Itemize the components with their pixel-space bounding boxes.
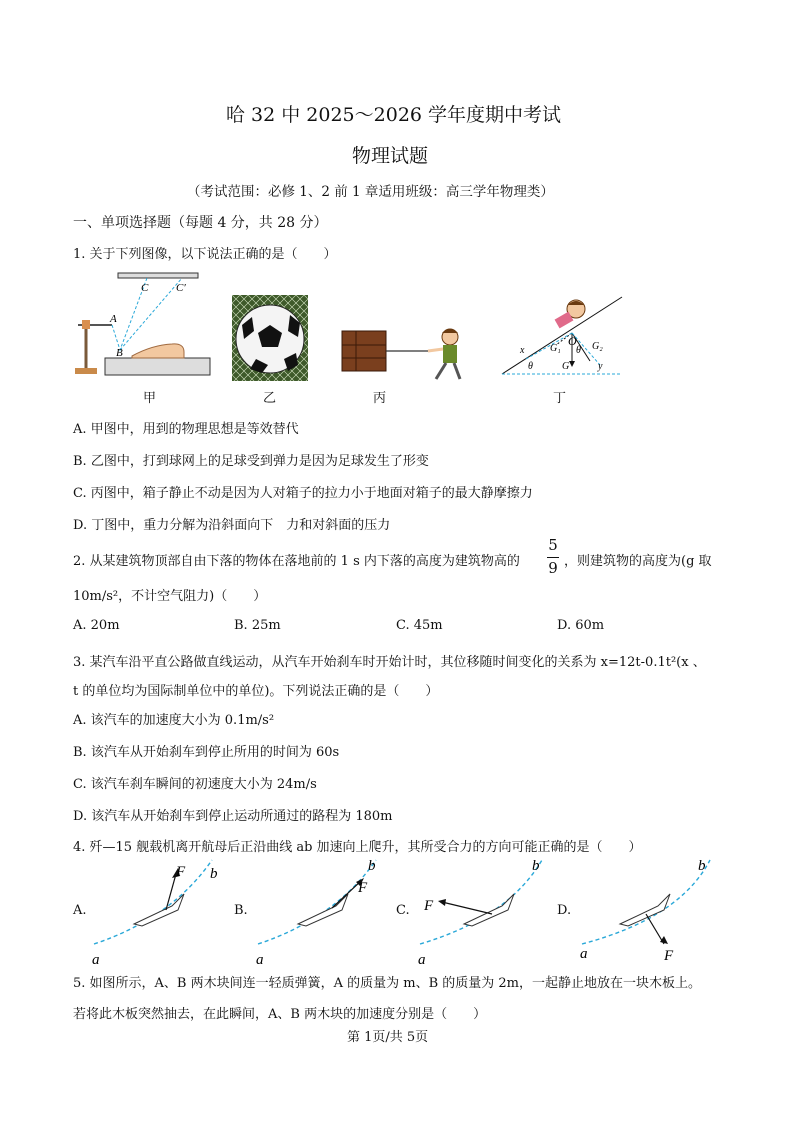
q4-figure-c xyxy=(418,858,558,968)
q3-option-a: A. 该汽车的加速度大小为 0.1m/s² xyxy=(73,713,275,728)
caption-jia: 甲 xyxy=(143,391,157,406)
q1-option-d: D. 丁图中，重力分解为沿斜面向下 力和对斜面的压力 xyxy=(73,518,391,533)
ding-label-y: y xyxy=(598,361,603,372)
figure-ding xyxy=(500,295,630,375)
q2-stem-part2: ，则建筑物的高度为(g 取 xyxy=(564,554,712,569)
q4b-label-b: b xyxy=(368,858,376,874)
q1-option-b: B. 乙图中，打到球网上的足球受到弹力是因为足球发生了形变 xyxy=(73,454,429,469)
q4a-label-f: F xyxy=(176,864,186,880)
q4-option-b-label: B. xyxy=(234,903,248,918)
exam-scope: （考试范围：必修 1、2 前 1 章适用班级：高三学年物理类） xyxy=(187,184,554,200)
q3-option-d: D. 该汽车从开始刹车到停止运动所通过的路程为 180m xyxy=(73,809,393,824)
q4d-label-b: b xyxy=(698,858,706,874)
ding-label-o: O xyxy=(568,334,577,348)
q1-option-c: C. 丙图中，箱子静止不动是因为人对箱子的拉力小于地面对箱子的最大静摩擦力 xyxy=(73,486,533,501)
q3-stem-part2: t 的单位均为国际制单位中的单位)。下列说法正确的是（ ） xyxy=(73,684,439,699)
q4b-label-f: F xyxy=(358,880,368,896)
q2-fraction-numerator: 5 xyxy=(548,536,558,554)
q1-stem: 1. 关于下列图像，以下说法正确的是（ ） xyxy=(73,247,337,262)
q2-fraction-line xyxy=(547,557,559,558)
q3-stem-part1: 3. 某汽车沿平直公路做直线运动，从汽车开始刹车时开始计时，其位移随时间变化的关系为 x=12t-0.1t²(x 、 xyxy=(73,655,706,670)
q4-option-a-label: A. xyxy=(73,903,87,918)
jia-label-c-prime: C′ xyxy=(176,282,186,294)
q4b-label-a: a xyxy=(256,952,264,968)
q2-option-a: A. 20m xyxy=(73,618,120,633)
ding-label-x: x xyxy=(520,345,525,356)
jia-label-b: B xyxy=(116,347,123,359)
figure-bing xyxy=(340,325,470,385)
caption-bing: 丙 xyxy=(373,391,387,406)
ding-label-g1: G₁ xyxy=(550,343,561,354)
q3-option-c: C. 该汽车刹车瞬间的初速度大小为 24m/s xyxy=(73,777,317,792)
ding-label-g2: G₂ xyxy=(592,341,603,352)
q2-option-d: D. 60m xyxy=(557,618,605,633)
q4-stem: 4. 歼—15 舰载机离开航母后正沿曲线 ab 加速向上爬升，其所受合力的方向可能正确的是（ ） xyxy=(73,840,642,855)
q4c-label-b: b xyxy=(532,858,540,874)
q2-stem-part3: 10m/s²，不计空气阻力)（ ） xyxy=(73,589,267,604)
q5-stem-part2: 若将此木板突然抽去，在此瞬间，A、B 两木块的加速度分别是（ ） xyxy=(73,1007,487,1022)
q4-figure-a xyxy=(92,858,232,968)
figure-yi xyxy=(232,295,308,381)
q2-fraction-denominator: 9 xyxy=(548,559,558,577)
q1-option-a: A. 甲图中，用到的物理思想是等效替代 xyxy=(73,422,299,437)
exam-title: 哈 32 中 2025～2026 学年度期中考试 xyxy=(226,104,562,126)
q2-option-c: C. 45m xyxy=(396,618,443,633)
exam-subtitle: 物理试题 xyxy=(352,145,429,167)
page-footer: 第 1页/共 5页 xyxy=(347,1030,429,1045)
q4-option-d-label: D. xyxy=(557,903,572,918)
figure-jia xyxy=(72,270,212,380)
ding-label-theta1: θ xyxy=(528,361,533,372)
q4-figure-b xyxy=(256,858,386,968)
q4-option-c-label: C. xyxy=(396,903,410,918)
caption-yi: 乙 xyxy=(263,391,277,406)
ding-label-theta2: θ xyxy=(576,345,581,356)
q4c-label-a: a xyxy=(418,952,426,968)
q4d-label-f: F xyxy=(664,948,674,964)
q4d-label-a: a xyxy=(580,946,588,962)
jia-label-c: C xyxy=(141,282,149,294)
section-heading: 一、单项选择题（每题 4 分，共 28 分） xyxy=(73,215,328,231)
q2-stem-part1: 2. 从某建筑物顶部自由下落的物体在落地前的 1 s 内下落的高度为建筑物高的 xyxy=(73,554,520,569)
q4a-label-a: a xyxy=(92,952,100,968)
q4c-label-f: F xyxy=(424,898,434,914)
q3-option-b: B. 该汽车从开始刹车到停止所用的时间为 60s xyxy=(73,745,340,760)
ding-label-g: G xyxy=(562,361,570,372)
q5-stem-part1: 5. 如图所示，A、B 两木块间连一轻质弹簧，A 的质量为 m、B 的质量为 2m，一起静止地放在一块木板上。 xyxy=(73,976,702,991)
caption-ding: 丁 xyxy=(553,391,567,406)
q2-option-b: B. 25m xyxy=(234,618,281,633)
jia-label-a: A xyxy=(110,313,117,325)
q4-figure-d xyxy=(580,858,720,964)
q4a-label-b: b xyxy=(210,866,218,882)
